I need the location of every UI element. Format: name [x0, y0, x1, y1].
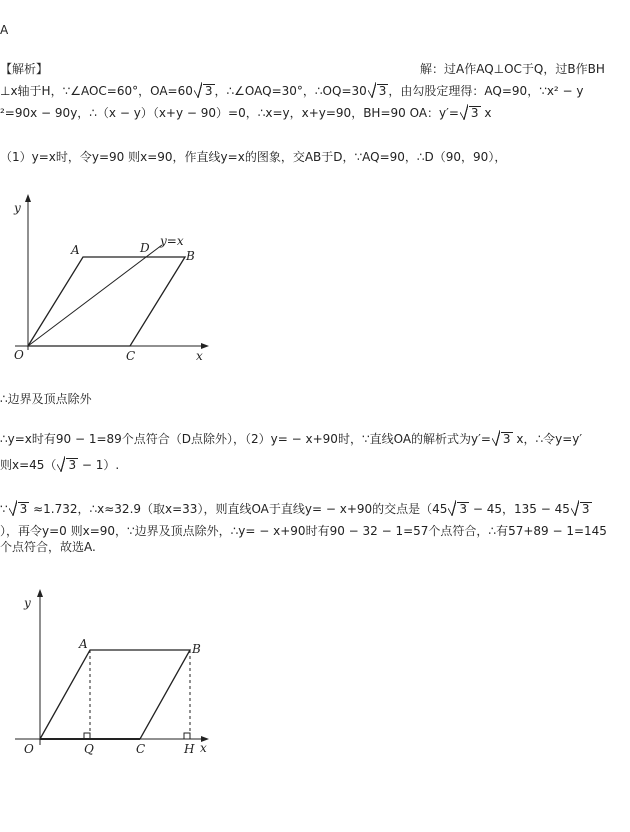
answer-label: A [0, 23, 9, 37]
solution-line-2: ⊥x轴于H，∵∠AOC=60°，OA=60 3 ，∴∠OAQ=30°，∴OQ=30 3 ，由勾股定理得：AQ=90，∵x² − y [0, 84, 584, 98]
figure-parallelogram-heights [0, 585, 230, 760]
point-c-label: C [136, 742, 146, 756]
point-a-label: A [71, 243, 80, 257]
x-axis-label: x [200, 741, 207, 755]
y-axis-arrow [25, 194, 31, 202]
point-c-label: C [126, 349, 136, 363]
sqrt-symbol: 3 [448, 502, 469, 516]
solution-line-9: ），再令y=0 则x=90，∵边界及顶点除外，∴y= − x+90时有90 − 32 − 1=57个点符合，∴有57+89 − 1=145 [0, 524, 607, 538]
point-b-label: B [192, 642, 201, 656]
origin-label: O [24, 742, 34, 756]
sqrt-symbol: 3 [492, 432, 513, 446]
sqrt-symbol: 3 [9, 502, 30, 516]
line-y-eq-x [28, 245, 162, 346]
solution-line-4: （1）y=x时，令y=90 则x=90，作直线y=x的图象，交AB于D，∵AQ=90，∴D（90，90）， [0, 150, 507, 164]
solution-line-3: ²=90x − 90y，∴（x − y）（x+y − 90）=0，∴x=y，x+y=90，BH=90 OA：y′= 3 x [0, 106, 492, 120]
solution-line-5: ∴边界及顶点除外 [0, 392, 92, 406]
y-axis-arrow [37, 589, 43, 597]
y-axis-label: y [14, 201, 21, 215]
x-axis-label: x [196, 349, 203, 363]
origin-label: O [14, 348, 24, 362]
point-q-label: Q [84, 742, 94, 756]
sqrt-symbol: 3 [194, 84, 215, 98]
sqrt-symbol: 3 [57, 458, 78, 472]
analysis-heading: 【解析】 [0, 62, 49, 76]
point-b-label: B [186, 249, 195, 263]
solution-line-10: 个点符合，故选A. [0, 540, 96, 554]
solution-line-7: 则x=45（ 3 − 1）. [0, 458, 120, 472]
point-a-label: A [79, 637, 88, 651]
right-angle-mark-h [184, 733, 190, 739]
sqrt-symbol: 3 [571, 502, 592, 516]
point-d-label: D [140, 241, 150, 255]
parallelogram-oabc [28, 257, 185, 346]
point-h-label: H [184, 742, 195, 756]
sqrt-symbol: 3 [368, 84, 389, 98]
solution-line-8: ∵ 3 ≈1.732，∴x≈32.9（取x=33），则直线OA于直线y= − x+90的交点是（45 3 − 45，135 − 45 3 [0, 502, 590, 516]
parallelogram-oabc [40, 650, 190, 739]
solution-line-6: ∴y=x时有90 − 1=89个点符合（D点除外），（2）y= − x+90时，∵直线OA的解析式为y′= 3 x，∴令y=y′ [0, 432, 583, 446]
solution-line-1: 解：过A作AQ⊥OC于Q，过B作BH [420, 62, 605, 76]
figure-parallelogram-diagonal [0, 190, 230, 365]
sqrt-symbol: 3 [460, 106, 481, 120]
line-label: y=x [160, 234, 184, 248]
y-axis-label: y [24, 596, 31, 610]
